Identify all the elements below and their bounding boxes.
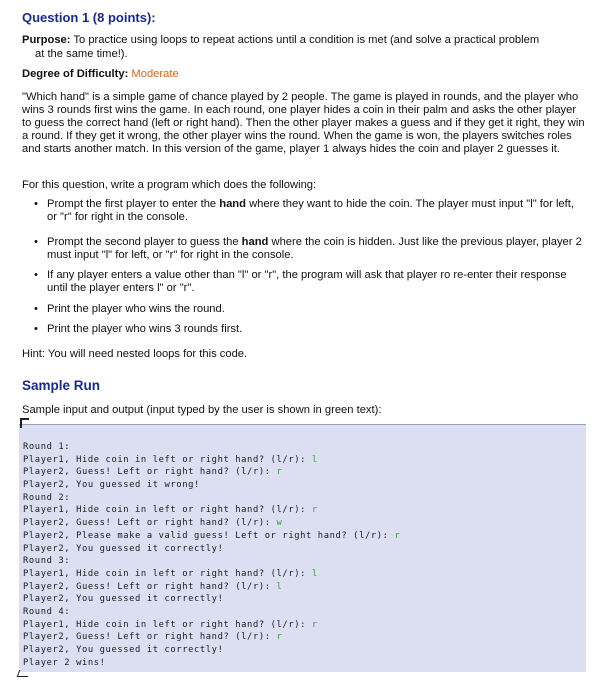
- difficulty-label: Degree of Difficulty:: [22, 68, 129, 80]
- console-prompt-text: Player2, Guess! Left or right hand? (l/r):: [23, 632, 277, 643]
- console-prompt-text: Round 3:: [23, 556, 71, 567]
- console-line: [23, 466, 400, 479]
- list-item: • Print the player who wins 3 rounds first.: [22, 323, 587, 343]
- sample-run-title: Sample Run: [22, 378, 101, 393]
- console-user-input: r: [276, 632, 283, 643]
- console-prompt-text: Player1, Hide coin in left or right hand? (l/r):: [23, 505, 312, 516]
- console-prompt-text: Round 4:: [23, 606, 71, 617]
- console-user-input: l: [276, 581, 283, 592]
- list-item: • Print the player who wins the round.: [22, 303, 587, 323]
- console-prompt-text: Player2, Guess! Left or right hand? (l/r):: [23, 467, 277, 478]
- console-line: [23, 581, 400, 594]
- console-line: [23, 631, 400, 644]
- console-line: [23, 644, 400, 657]
- list-item: • If any player enters a value other than "l" or "r", the program will ask that player ro re-enter their response until the player enters l" or "r".: [22, 269, 587, 303]
- purpose-text-continued: at the same time!).: [35, 48, 128, 60]
- console-line: [23, 530, 400, 543]
- console-prompt-text: Player 2 wins!: [23, 657, 106, 668]
- purpose-paragraph: [22, 33, 587, 61]
- console-prompt-text: Player2, You guessed it correctly!: [23, 543, 224, 554]
- console-line: [23, 555, 400, 568]
- list-item: • Prompt the first player to enter the hand where they want to hide the coin. The player must input "l" for left, or "r" for right in the console.: [22, 198, 587, 236]
- console-prompt-text: Player2, Guess! Left or right hand? (l/r):: [23, 518, 277, 529]
- difficulty-line: [22, 68, 179, 80]
- text-cursor-mark: [20, 418, 29, 428]
- console-prompt-text: Player1, Hide coin in left or right hand? (l/r):: [23, 619, 312, 630]
- console-prompt-text: Player1, Hide coin in left or right hand? (l/r):: [23, 568, 312, 579]
- question-title: Question 1 (8 points):: [22, 10, 156, 25]
- list-item: • Prompt the second player to guess the hand where the coin is hidden. Just like the previous player, player 2 must input "l" for left, or "r" for right in the console.: [22, 236, 587, 269]
- purpose-text: To practice using loops to repeat actions until a condition is met (and solve a practical problem: [73, 34, 540, 46]
- console-user-input: l: [311, 568, 318, 579]
- requirements-list: [22, 198, 587, 343]
- console-line: [23, 543, 400, 556]
- console-output: [19, 424, 586, 672]
- console-line: [23, 441, 400, 454]
- console-line: [23, 454, 400, 467]
- console-prompt-text: Player2, You guessed it wrong!: [23, 480, 200, 491]
- purpose-label: Purpose:: [22, 34, 71, 46]
- console-prompt-text: Player2, You guessed it correctly!: [23, 645, 224, 655]
- console-line: [23, 606, 400, 619]
- console-line: [23, 619, 400, 632]
- console-user-input: w: [276, 518, 283, 529]
- console-line: [23, 657, 400, 670]
- difficulty-value: Moderate: [131, 68, 179, 80]
- console-prompt-text: Round 1:: [23, 442, 71, 452]
- console-prompt-text: Round 2:: [23, 492, 71, 503]
- console-user-input: r: [276, 467, 283, 478]
- sample-run-description: Sample input and output (input typed by the user is shown in green text):: [22, 404, 382, 416]
- console-line: [23, 479, 400, 492]
- console-lines: [23, 441, 400, 669]
- console-line: [23, 504, 400, 517]
- console-user-input: l: [311, 454, 318, 465]
- console-user-input: r: [311, 505, 318, 516]
- console-line: [23, 568, 400, 581]
- console-prompt-text: Player1, Hide coin in left or right hand? (l/r):: [23, 454, 312, 465]
- console-user-input: r: [311, 619, 318, 630]
- hint-text: Hint: You will need nested loops for this code.: [22, 348, 248, 360]
- instruction-text: For this question, write a program which does the following:: [22, 179, 317, 191]
- console-line: [23, 593, 400, 606]
- console-line: [23, 492, 400, 505]
- console-line: [23, 517, 400, 530]
- console-prompt-text: Player2, Guess! Left or right hand? (l/r):: [23, 581, 277, 592]
- game-description: "Which hand" is a simple game of chance played by 2 people. The game is played in rounds, and the player who wins 3 rounds first wins the game. In each round, one player hides a coin in their palm and asks the other player to guess the correct hand (left or right hand). Then the other player makes a guess and if they get it right, they win a round. If they get it wrong, the other player wins the round. When the game is won, the players switches roles and starts another match. In this version of the game, player 1 always hides the coin and player 2 guesses it.: [22, 91, 585, 155]
- selection-corner-mark: [17, 670, 31, 677]
- console-user-input: r: [394, 530, 401, 541]
- console-prompt-text: Player2, You guessed it correctly!: [23, 594, 224, 605]
- console-prompt-text: Player2, Please make a valid guess! Left or right hand? (l/r):: [23, 530, 395, 541]
